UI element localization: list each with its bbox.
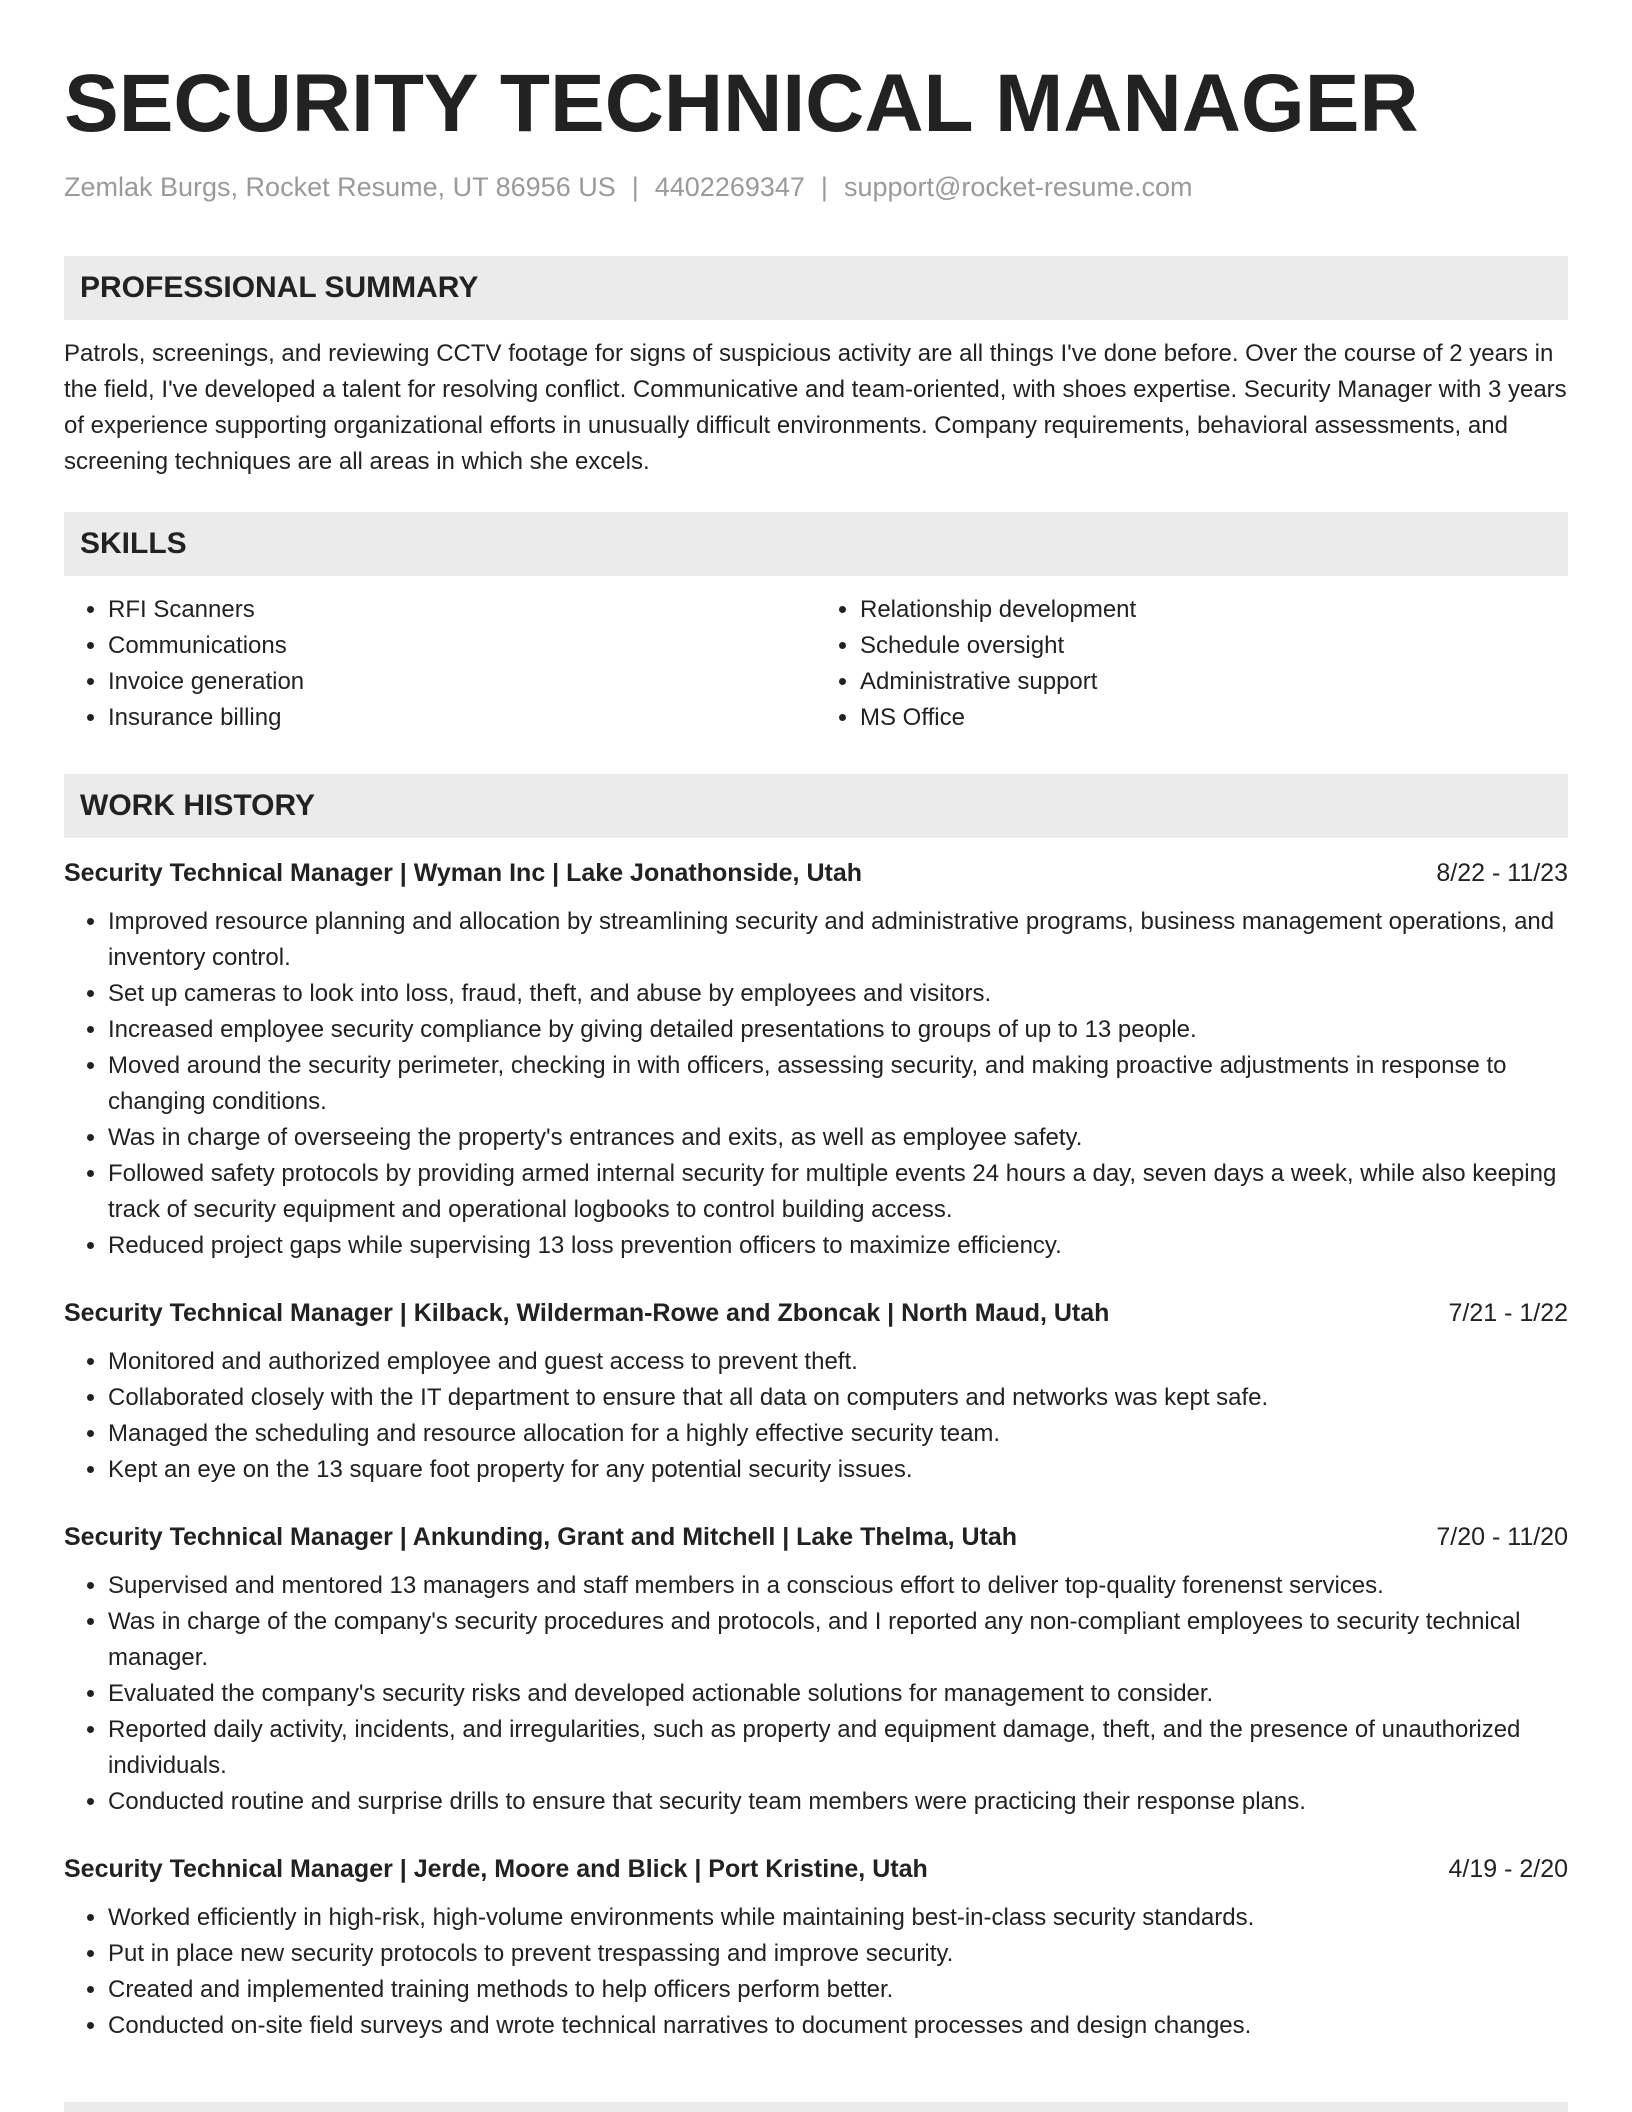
job-dates: 7/20 - 11/20 [1436,1523,1568,1551]
job-bullet: • Conducted routine and surprise drills to ensure that security team members were practicing their response plans. [108,1784,1568,1820]
job-title: Security Technical Manager | Wyman Inc | Lake Jonathonside, Utah [64,859,862,887]
work-section-header: WORK HISTORY [64,774,1568,838]
job-header [64,1296,1568,1330]
contact-email: support@rocket-resume.com [843,172,1193,202]
job-bullet: • Supervised and mentored 13 managers and staff members in a conscious effort to deliver top-quality forenenst services. [108,1568,1568,1604]
job-bullet: • Put in place new security protocols to prevent trespassing and improve security. [108,1936,1568,1972]
job-bullet: • Increased employee security compliance by giving detailed presentations to groups of up to 13 people. [108,1012,1568,1048]
skills-grid [64,592,1568,736]
job-bullet: • Evaluated the company's security risks and developed actionable solutions for management to consider. [108,1676,1568,1712]
skill-item: • Insurance billing [108,700,816,736]
job-title: Security Technical Manager | Ankunding, Grant and Mitchell | Lake Thelma, Utah [64,1523,1018,1551]
job-bullet: • Created and implemented training methods to help officers perform better. [108,1972,1568,2008]
job-bullet: • Monitored and authorized employee and guest access to prevent theft. [108,1344,1568,1380]
job-bullet: • Worked efficiently in high-risk, high-volume environments while maintaining best-in-class security standards. [108,1900,1568,1936]
job-bullet: • Moved around the security perimeter, checking in with officers, assessing security, and making proactive adjustments in response to changing conditions. [108,1048,1568,1120]
job-header [64,1852,1568,1886]
skill-item: • Schedule oversight [860,628,1568,664]
contact-address: Zemlak Burgs, Rocket Resume, UT 86956 US [64,172,616,202]
next-section-header-edge [64,2102,1568,2112]
job-title: Security Technical Manager | Kilback, Wilderman-Rowe and Zboncak | North Maud, Utah [64,1299,1110,1327]
job-bullet: • Kept an eye on the 13 square foot property for any potential security issues. [108,1452,1568,1488]
contact-phone: 4402269347 [654,172,805,202]
job-bullet-list [64,1344,1568,1488]
job-bullet: • Collaborated closely with the IT department to ensure that all data on computers and networks was kept safe. [108,1380,1568,1416]
job-bullet: • Conducted on-site field surveys and wrote technical narratives to document processes and design changes. [108,2008,1568,2044]
skills-section-header: SKILLS [64,512,1568,576]
job-bullet: • Set up cameras to look into loss, fraud, theft, and abuse by employees and visitors. [108,976,1568,1012]
job-dates: 8/22 - 11/23 [1436,859,1568,887]
contact-line [64,170,1568,204]
summary-text: Patrols, screenings, and reviewing CCTV footage for signs of suspicious activity are all things I've done before. Over the course of 2 years in the field, I've developed a talent for resolving conflict. Communicative and team-oriented, with shoes expertise. Security Manager with 3 years of experience supporting organizational efforts in unusually difficult environments. Company requirements, behavioral assessments, and screening techniques are all areas in which she excels. [64,340,1567,475]
skills-list-left [64,592,816,736]
job-entry [64,856,1568,1264]
contact-separator: | [820,172,828,202]
job-dates: 4/19 - 2/20 [1448,1855,1568,1883]
job-entry [64,1852,1568,2044]
job-bullet: • Reduced project gaps while supervising 13 loss prevention officers to maximize efficiency. [108,1228,1568,1264]
job-bullet: • Was in charge of overseeing the property's entrances and exits, as well as employee safety. [108,1120,1568,1156]
job-header [64,1520,1568,1554]
skill-item: • Administrative support [860,664,1568,700]
job-bullet: • Improved resource planning and allocation by streamlining security and administrative programs, business management operations, and inventory control. [108,904,1568,976]
job-bullet: • Managed the scheduling and resource allocation for a highly effective security team. [108,1416,1568,1452]
skills-list-right [816,592,1568,736]
skill-item: • RFI Scanners [108,592,816,628]
job-bullet: • Was in charge of the company's security procedures and protocols, and I reported any non-compliant employees to security technical manager. [108,1604,1568,1676]
skill-item: • Invoice generation [108,664,816,700]
skill-item: • Relationship development [860,592,1568,628]
skill-item: • MS Office [860,700,1568,736]
summary-section-header: PROFESSIONAL SUMMARY [64,256,1568,320]
skill-item: • Communications [108,628,816,664]
job-entry [64,1520,1568,1820]
job-bullet-list [64,904,1568,1264]
job-bullet: • Reported daily activity, incidents, and irregularities, such as property and equipment damage, theft, and the presence of unauthorized individuals. [108,1712,1568,1784]
job-header [64,856,1568,890]
resume-title: SECURITY TECHNICAL MANAGER [64,58,1419,149]
job-entry [64,1296,1568,1488]
contact-separator: | [631,172,639,202]
job-dates: 7/21 - 1/22 [1448,1299,1568,1327]
job-title: Security Technical Manager | Jerde, Moore and Blick | Port Kristine, Utah [64,1855,928,1883]
job-bullet-list [64,1568,1568,1820]
job-bullet: • Followed safety protocols by providing armed internal security for multiple events 24 hours a day, seven days a week, while also keeping track of security equipment and operational logbooks to control building access. [108,1156,1568,1228]
job-bullet-list [64,1900,1568,2044]
